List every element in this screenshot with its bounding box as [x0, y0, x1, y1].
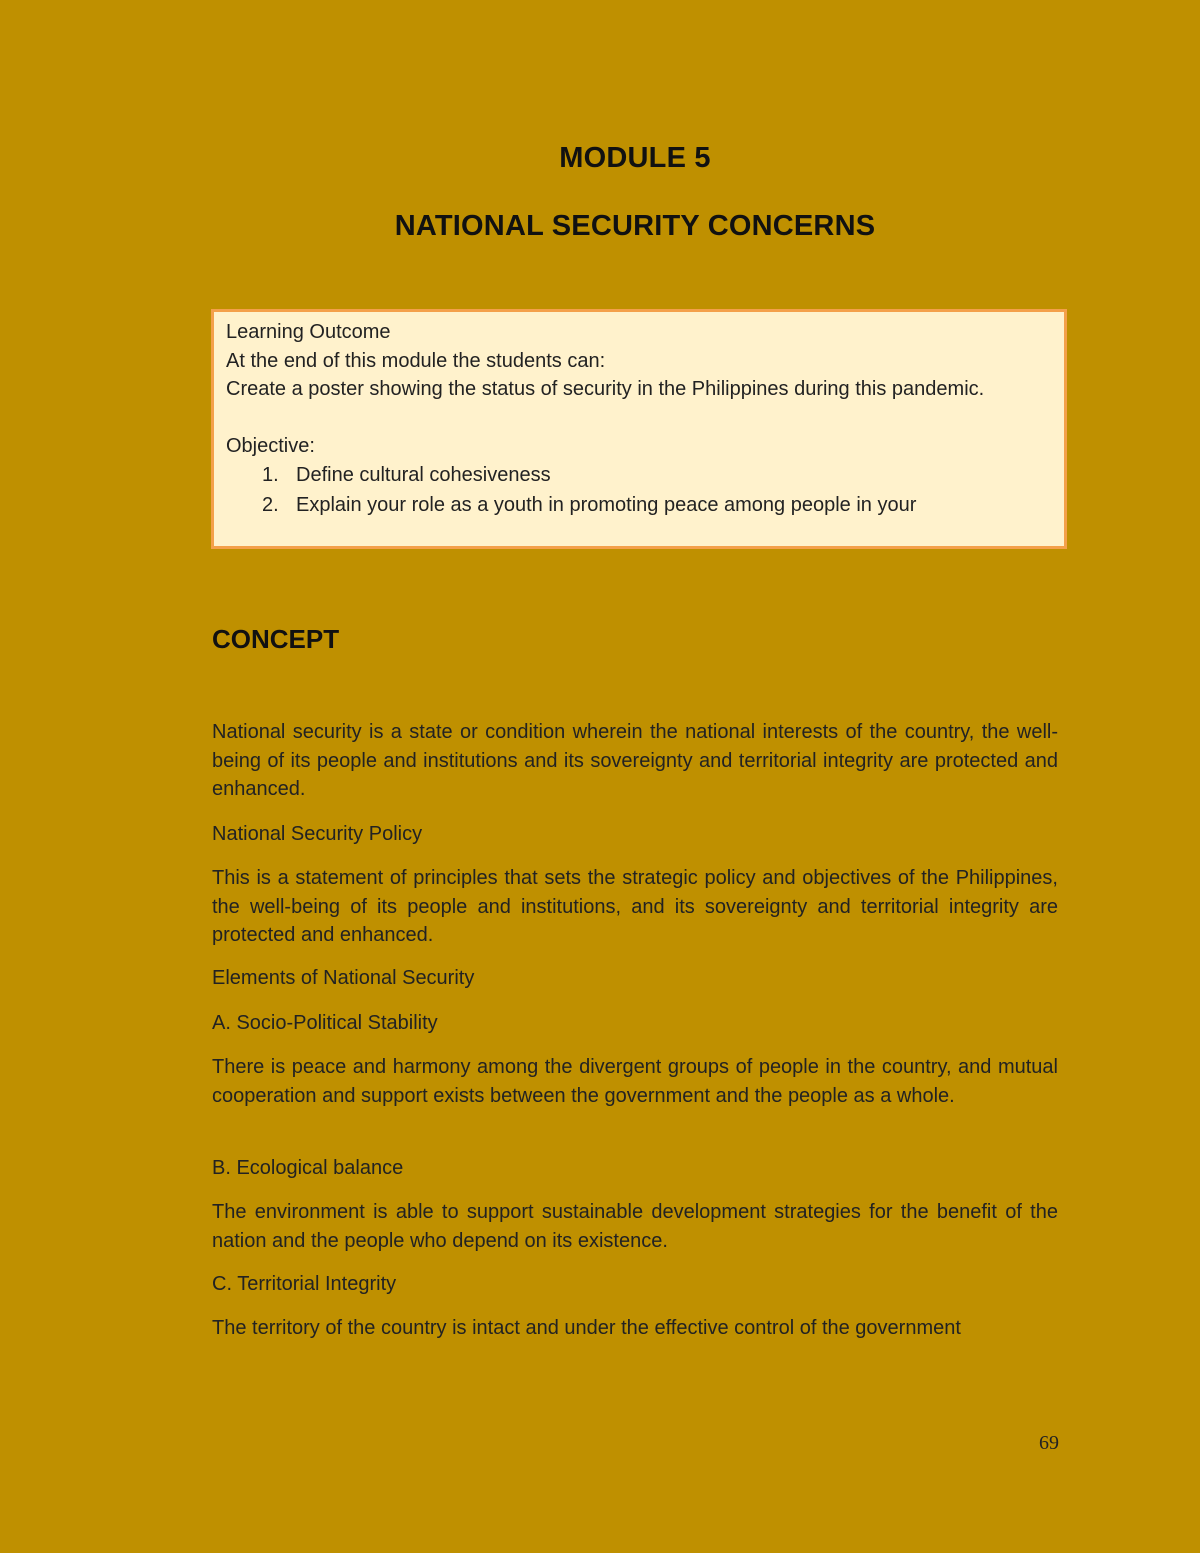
learning-outcome-heading: Learning Outcome — [226, 321, 391, 343]
objective-item — [226, 460, 1056, 490]
page-number: 69 — [1039, 1432, 1059, 1454]
element-c-heading: C. Territorial Integrity — [212, 1273, 397, 1295]
definition-paragraph: National security is a state or condition wherein the national interests of the country, the well-being of its people and institutions and its sovereignty and territorial integrity are protected and enhanced. — [212, 721, 1058, 800]
concept-heading: CONCEPT — [212, 624, 340, 654]
objective-number: 2. — [262, 494, 279, 516]
element-b-heading: B. Ecological balance — [212, 1157, 404, 1179]
module-subtitle: NATIONAL SECURITY CONCERNS — [394, 210, 876, 242]
element-c-paragraph: The territory of the country is intact and under the effective control of the government — [212, 1317, 961, 1339]
objective-item — [226, 490, 1056, 520]
objective-text: Explain your role as a youth in promoting peace among people in your — [296, 494, 917, 516]
element-b-paragraph: The environment is able to support sustainable development strategies for the benefit of the nation and the people who depend on its existence. — [212, 1201, 1058, 1252]
element-a-heading: A. Socio-Political Stability — [212, 1012, 438, 1034]
learning-outcome-text: Create a poster showing the status of security in the Philippines during this pandemic. — [226, 378, 985, 400]
objectives-list — [226, 460, 1056, 520]
elements-heading: Elements of National Security — [212, 967, 475, 989]
learning-outcome-box — [211, 309, 1067, 549]
objective-text: Define cultural cohesiveness — [296, 464, 551, 486]
objective-number: 1. — [262, 464, 279, 486]
policy-heading: National Security Policy — [212, 823, 423, 845]
module-title: MODULE 5 — [559, 142, 711, 174]
policy-paragraph: This is a statement of principles that sets the strategic policy and objectives of the Philippines, the well-being of its people and institutions, and its sovereignty and territorial integrity are protected and enhanced. — [212, 867, 1058, 946]
element-a-paragraph: There is peace and harmony among the divergent groups of people in the country, and mutual cooperation and support exists between the government and the people as a whole. — [212, 1056, 1058, 1107]
objective-label: Objective: — [226, 434, 315, 457]
learning-outcome-intro: At the end of this module the students can: — [226, 349, 606, 372]
